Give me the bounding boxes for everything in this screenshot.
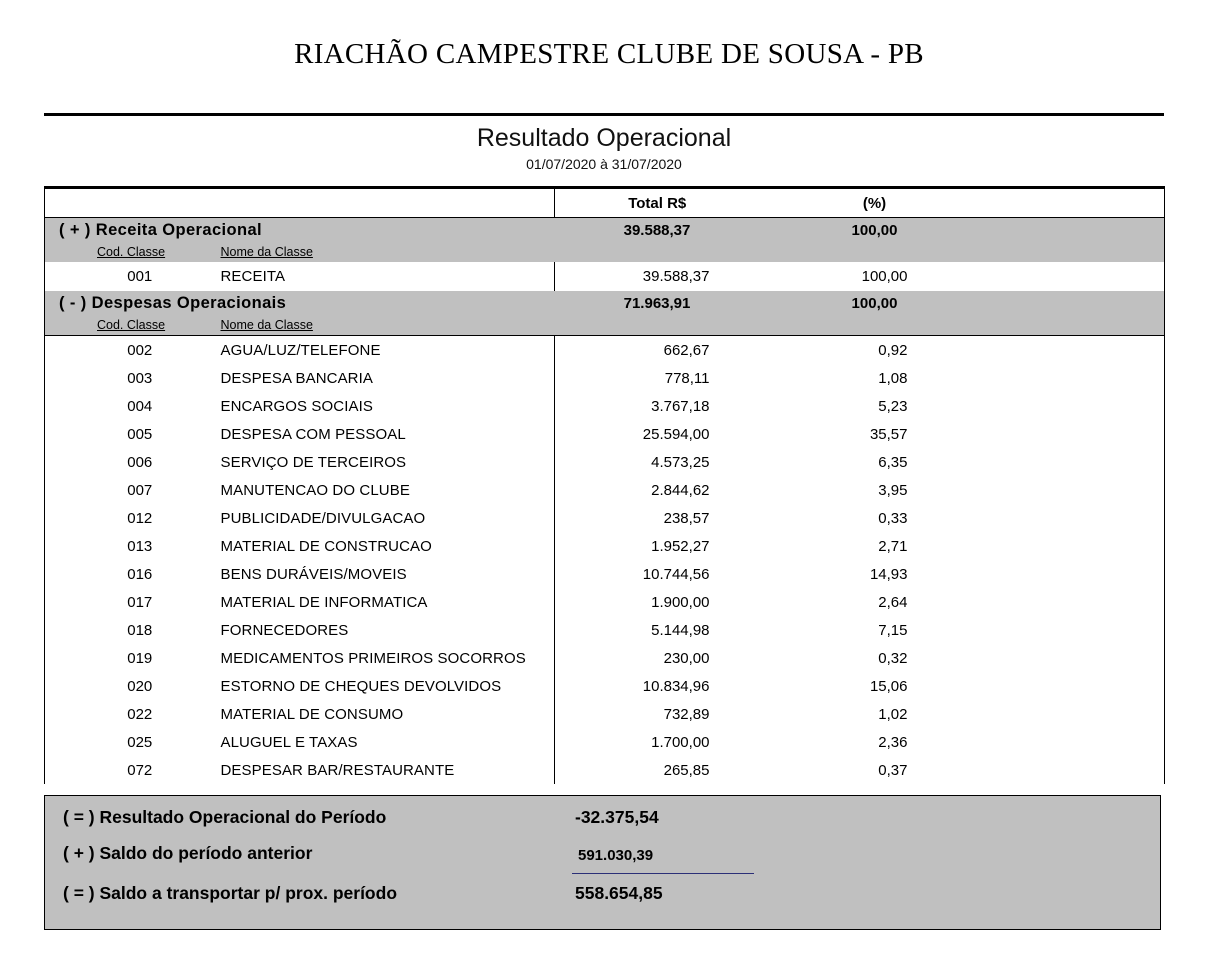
row-total: 3.767,18 xyxy=(555,392,760,420)
expense-group-rest xyxy=(990,291,1165,315)
row-total: 778,11 xyxy=(555,364,760,392)
previous-balance-label: ( + ) Saldo do período anterior xyxy=(63,843,313,863)
top-divider xyxy=(44,113,1164,116)
row-code: 003 xyxy=(45,364,215,392)
subheader-blank-pct xyxy=(760,315,990,336)
row-name: DESPESA BANCARIA xyxy=(215,364,555,392)
row-name: FORNECEDORES xyxy=(215,616,555,644)
row-rest xyxy=(990,616,1165,644)
row-name: MANUTENCAO DO CLUBE xyxy=(215,476,555,504)
row-rest xyxy=(990,644,1165,672)
revenue-group-label: ( + ) Receita Operacional xyxy=(45,218,555,243)
result-label: ( = ) Resultado Operacional do Período xyxy=(63,807,387,827)
row-pct: 100,00 xyxy=(760,262,990,291)
row-code: 025 xyxy=(45,728,215,756)
table-row xyxy=(45,756,1165,784)
row-pct: 7,15 xyxy=(760,616,990,644)
row-name: DESPESA COM PESSOAL xyxy=(215,420,555,448)
header-blank xyxy=(45,188,215,218)
row-code: 022 xyxy=(45,700,215,728)
row-total: 1.700,00 xyxy=(555,728,760,756)
expense-group-total: 71.963,91 xyxy=(555,291,760,315)
report-period: 01/07/2020 à 31/07/2020 xyxy=(526,156,682,172)
revenue-group-row xyxy=(45,218,1165,243)
row-rest xyxy=(990,448,1165,476)
row-code: 020 xyxy=(45,672,215,700)
row-total: 2.844,62 xyxy=(555,476,760,504)
row-name: MATERIAL DE CONSUMO xyxy=(215,700,555,728)
report-frame xyxy=(44,113,1164,784)
row-pct: 5,23 xyxy=(760,392,990,420)
row-rest xyxy=(990,504,1165,532)
table-row xyxy=(45,728,1165,756)
row-pct: 14,93 xyxy=(760,560,990,588)
row-total: 10.834,96 xyxy=(555,672,760,700)
revenue-group-total: 39.588,37 xyxy=(555,218,760,243)
row-pct: 15,06 xyxy=(760,672,990,700)
table-row xyxy=(45,700,1165,728)
row-name: BENS DURÁVEIS/MOVEIS xyxy=(215,560,555,588)
header-total: Total R$ xyxy=(555,188,760,218)
row-code: 006 xyxy=(45,448,215,476)
row-rest xyxy=(990,756,1165,784)
table-row xyxy=(45,560,1165,588)
table-row xyxy=(45,588,1165,616)
row-rest xyxy=(990,336,1165,364)
row-name: AGUA/LUZ/TELEFONE xyxy=(215,336,555,364)
previous-balance-value: 591.030,39 xyxy=(578,847,654,864)
table-row xyxy=(45,448,1165,476)
row-rest xyxy=(990,476,1165,504)
row-rest xyxy=(990,728,1165,756)
row-name: MATERIAL DE CONSTRUCAO xyxy=(215,532,555,560)
row-name: MATERIAL DE INFORMATICA xyxy=(215,588,555,616)
row-name: ALUGUEL E TAXAS xyxy=(215,728,555,756)
table-row xyxy=(45,504,1165,532)
row-code: 005 xyxy=(45,420,215,448)
header-spacer xyxy=(215,188,555,218)
row-code: 072 xyxy=(45,756,215,784)
row-name: SERVIÇO DE TERCEIROS xyxy=(215,448,555,476)
subheader-cod: Cod. Classe xyxy=(45,315,215,336)
table-row xyxy=(45,336,1165,364)
row-total: 662,67 xyxy=(555,336,760,364)
row-code: 004 xyxy=(45,392,215,420)
expense-group-pct: 100,00 xyxy=(760,291,990,315)
carry-balance-value: 558.654,85 xyxy=(575,883,663,903)
row-total: 230,00 xyxy=(555,644,760,672)
row-rest xyxy=(990,560,1165,588)
subheader-blank-pct xyxy=(760,242,990,262)
table-row xyxy=(45,644,1165,672)
row-pct: 1,02 xyxy=(760,700,990,728)
row-code: 017 xyxy=(45,588,215,616)
report-title: Resultado Operacional xyxy=(476,124,732,152)
previous-balance-underline xyxy=(572,873,754,874)
row-name: ENCARGOS SOCIAIS xyxy=(215,392,555,420)
row-pct: 0,33 xyxy=(760,504,990,532)
row-rest xyxy=(990,588,1165,616)
expense-group-row xyxy=(45,291,1165,315)
row-rest xyxy=(990,532,1165,560)
row-total: 1.900,00 xyxy=(555,588,760,616)
row-pct: 2,36 xyxy=(760,728,990,756)
row-name: RECEITA xyxy=(215,262,555,291)
row-code: 018 xyxy=(45,616,215,644)
row-total: 10.744,56 xyxy=(555,560,760,588)
result-value: -32.375,54 xyxy=(575,807,659,827)
row-code: 019 xyxy=(45,644,215,672)
table-row xyxy=(45,476,1165,504)
row-pct: 6,35 xyxy=(760,448,990,476)
carry-balance-label: ( = ) Saldo a transportar p/ prox. período xyxy=(63,883,398,903)
row-pct: 0,32 xyxy=(760,644,990,672)
row-code: 012 xyxy=(45,504,215,532)
row-rest xyxy=(990,420,1165,448)
row-total: 4.573,25 xyxy=(555,448,760,476)
row-pct: 0,92 xyxy=(760,336,990,364)
subheader-blank-rest xyxy=(990,242,1165,262)
row-code: 016 xyxy=(45,560,215,588)
revenue-subheader-row xyxy=(45,242,1165,262)
table-row xyxy=(45,420,1165,448)
table-row xyxy=(45,616,1165,644)
row-name: DESPESAR BAR/RESTAURANTE xyxy=(215,756,555,784)
subheader-blank-total xyxy=(555,315,760,336)
summary-panel xyxy=(44,795,1161,930)
row-name: MEDICAMENTOS PRIMEIROS SOCORROS xyxy=(215,644,555,672)
header-rest xyxy=(990,188,1165,218)
row-total: 5.144,98 xyxy=(555,616,760,644)
header-pct: (%) xyxy=(760,188,990,218)
company-title: RIACHÃO CAMPESTRE CLUBE DE SOUSA - PB xyxy=(294,38,924,70)
revenue-group-rest xyxy=(990,218,1165,243)
table-row xyxy=(45,262,1165,291)
row-total: 265,85 xyxy=(555,756,760,784)
row-pct: 0,37 xyxy=(760,756,990,784)
row-rest xyxy=(990,392,1165,420)
row-pct: 3,95 xyxy=(760,476,990,504)
row-code: 007 xyxy=(45,476,215,504)
subheader-cod: Cod. Classe xyxy=(45,242,215,262)
row-pct: 1,08 xyxy=(760,364,990,392)
row-total: 25.594,00 xyxy=(555,420,760,448)
row-rest xyxy=(990,700,1165,728)
row-total: 238,57 xyxy=(555,504,760,532)
row-total: 732,89 xyxy=(555,700,760,728)
row-total: 1.952,27 xyxy=(555,532,760,560)
subheader-blank-rest xyxy=(990,315,1165,336)
row-rest xyxy=(990,262,1165,291)
row-code: 001 xyxy=(45,262,215,291)
row-name: PUBLICIDADE/DIVULGACAO xyxy=(215,504,555,532)
revenue-group-pct: 100,00 xyxy=(760,218,990,243)
row-pct: 35,57 xyxy=(760,420,990,448)
row-rest xyxy=(990,364,1165,392)
results-table xyxy=(44,186,1165,784)
row-name: ESTORNO DE CHEQUES DEVOLVIDOS xyxy=(215,672,555,700)
subheader-blank-total xyxy=(555,242,760,262)
row-code: 013 xyxy=(45,532,215,560)
table-row xyxy=(45,364,1165,392)
table-row xyxy=(45,532,1165,560)
row-total: 39.588,37 xyxy=(555,262,760,291)
table-row xyxy=(45,672,1165,700)
row-pct: 2,64 xyxy=(760,588,990,616)
row-pct: 2,71 xyxy=(760,532,990,560)
row-rest xyxy=(990,672,1165,700)
expense-subheader-row xyxy=(45,315,1165,336)
expense-group-label: ( - ) Despesas Operacionais xyxy=(45,291,555,315)
subheader-nome: Nome da Classe xyxy=(215,242,555,262)
subheader-nome: Nome da Classe xyxy=(215,315,555,336)
table-header-row xyxy=(45,188,1165,218)
table-row xyxy=(45,392,1165,420)
row-code: 002 xyxy=(45,336,215,364)
